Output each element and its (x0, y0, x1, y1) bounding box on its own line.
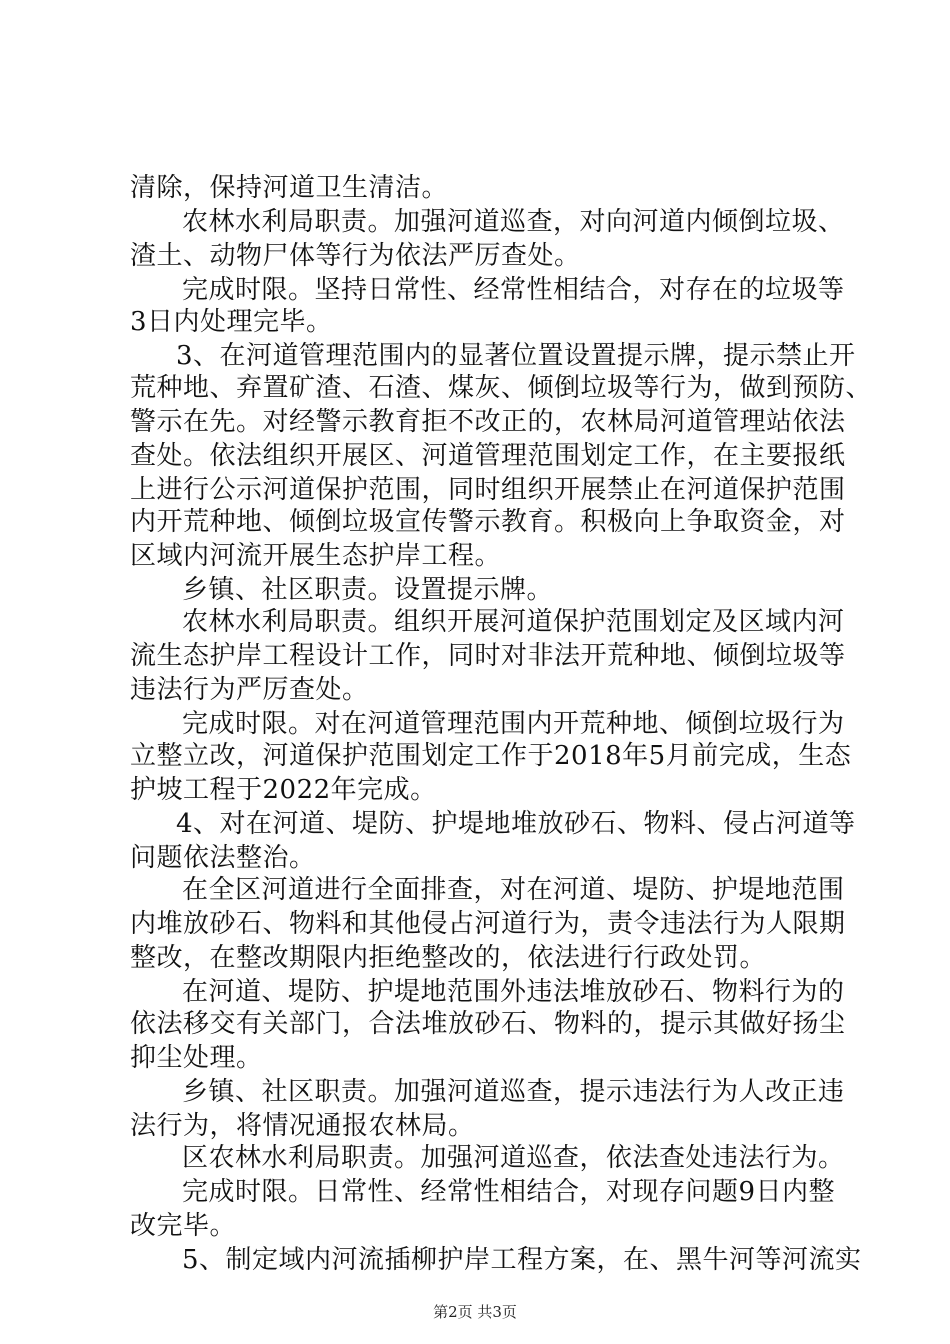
text-line: 违法行为严厉查处。 (130, 675, 369, 705)
text-line: 立整立改，河道保护范围划定工作于2018年5月前完成，生态 (130, 741, 852, 771)
text-line: 流生态护岸工程设计工作，同时对非法开荒种地、倾倒垃圾等 (130, 641, 846, 671)
text-line: 区域内河流开展生态护岸工程。 (130, 541, 502, 571)
page-footer (0, 1302, 950, 1322)
text-line: 农林水利局职责。组织开展河道保护范围划定及区域内河 (182, 607, 845, 637)
text-line: 区农林水利局职责。加强河道巡查，依法查处违法行为。 (182, 1143, 845, 1173)
text-line: 完成时限。坚持日常性、经常性相结合，对存在的垃圾等 (182, 275, 845, 305)
text-line: 完成时限。对在河道管理范围内开荒种地、倾倒垃圾行为 (182, 709, 845, 739)
text-line: 在全区河道进行全面排查，对在河道、堤防、护堤地范围 (182, 875, 845, 905)
text-line: 乡镇、社区职责。加强河道巡查，提示违法行为人改正违 (182, 1077, 845, 1107)
text-line: 在河道、堤防、护堤地范围外违法堆放砂石、物料行为的 (182, 977, 845, 1007)
text-line: 护坡工程于2022年完成。 (130, 775, 437, 805)
text-line: 完成时限。日常性、经常性相结合，对现存问题9日内整 (182, 1177, 836, 1207)
page-number: 第2页 共3页 (433, 1303, 517, 1321)
text-line: 上进行公示河道保护范围，同时组织开展禁止在河道保护范围 (130, 475, 846, 505)
text-line: 内堆放砂石、物料和其他侵占河道行为，责令违法行为人限期 (130, 909, 846, 939)
text-line: 警示在先。对经警示教育拒不改正的，农林局河道管理站依法 (130, 407, 846, 437)
text-line: 问题依法整治。 (130, 843, 316, 873)
text-line: 法行为，将情况通报农林局。 (130, 1111, 475, 1141)
text-line: 农林水利局职责。加强河道巡查，对向河道内倾倒垃圾、 (182, 207, 845, 237)
text-line: 依法移交有关部门，合法堆放砂石、物料的，提示其做好扬尘 (130, 1009, 846, 1039)
text-line: 清除，保持河道卫生清洁。 (130, 173, 449, 203)
text-line: 内开荒种地、倾倒垃圾宣传警示教育。积极向上争取资金，对 (130, 507, 846, 537)
text-line: 渣土、动物尸体等行为依法严厉查处。 (130, 241, 581, 271)
text-line: 3日内处理完毕。 (130, 307, 333, 337)
text-line: 4、对在河道、堤防、护堤地堆放砂石、物料、侵占河道等 (176, 809, 856, 839)
text-line: 查处。依法组织开展区、河道管理范围划定工作，在主要报纸 (130, 441, 846, 471)
text-line: 5、制定域内河流插柳护岸工程方案，在、黑牛河等河流实 (182, 1245, 862, 1275)
text-line: 改完毕。 (130, 1211, 237, 1241)
text-line: 3、在河道管理范围内的显著位置设置提示牌，提示禁止开 (176, 341, 856, 371)
text-line: 乡镇、社区职责。设置提示牌。 (182, 575, 554, 605)
text-line: 荒种地、弃置矿渣、石渣、煤灰、倾倒垃圾等行为，做到预防、 (130, 373, 873, 403)
text-line: 抑尘处理。 (130, 1043, 263, 1073)
text-line: 整改，在整改期限内拒绝整改的，依法进行行政处罚。 (130, 943, 767, 973)
